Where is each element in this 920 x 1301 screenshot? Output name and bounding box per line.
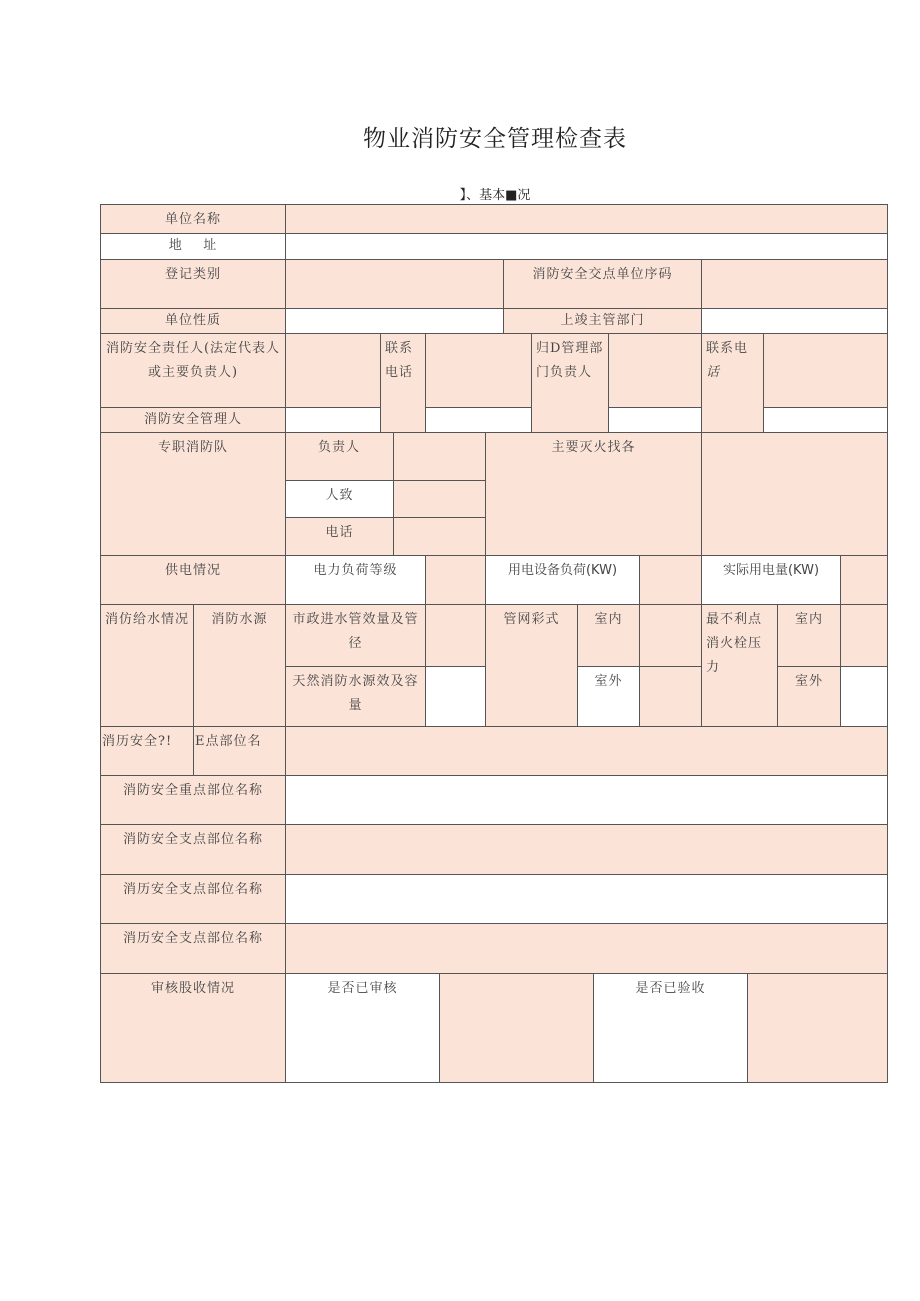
label-mgmt-dept-head: 归D管理部门负责人 bbox=[531, 333, 609, 433]
label-key-part-2: 消防安全重点部位名称 bbox=[100, 775, 286, 825]
label-accepted: 是否已验收 bbox=[593, 973, 748, 1083]
label-outdoor-1: 室外 bbox=[577, 666, 640, 727]
field-address[interactable] bbox=[285, 233, 888, 260]
field-manager-phone[interactable] bbox=[425, 407, 532, 433]
field-dept-head-name[interactable] bbox=[608, 407, 702, 433]
label-address: 地 址 bbox=[100, 233, 286, 260]
field-key-part-2[interactable] bbox=[285, 775, 888, 825]
label-power-supply: 供电情况 bbox=[100, 555, 286, 605]
label-reviewed: 是否已审核 bbox=[285, 973, 440, 1083]
label-contact-phone-2: 联系电 话 bbox=[701, 333, 764, 433]
label-key-part-1b: E点部位名 bbox=[193, 726, 286, 776]
field-superior-dept[interactable] bbox=[701, 308, 888, 334]
field-reviewed[interactable] bbox=[439, 973, 594, 1083]
label-superior-dept: 上竣主管部门 bbox=[503, 308, 702, 334]
label-key-part-5: 消历安全支点部位名称 bbox=[100, 923, 286, 974]
field-unit-name[interactable] bbox=[285, 204, 888, 234]
label-water-supply: 消仿给水情况 bbox=[100, 604, 194, 727]
field-dept-head-phone[interactable] bbox=[763, 407, 888, 433]
label-municipal-pipes: 市政进水管效量及管径 bbox=[285, 604, 426, 667]
field-key-part-1[interactable] bbox=[285, 726, 888, 776]
label-person-in-charge: 负责人 bbox=[285, 432, 394, 481]
label-equipment-load: 用电设备负荷(KW) bbox=[485, 555, 640, 605]
label-fire-team: 专职消防队 bbox=[100, 432, 286, 556]
label-key-part-1a: 消历安全?! bbox=[100, 726, 194, 776]
label-registration-category: 登记类别 bbox=[100, 259, 286, 309]
field-equipment-load[interactable] bbox=[639, 555, 702, 605]
field-contact-phone-2[interactable] bbox=[763, 333, 888, 408]
label-safety-manager: 消防安全管理人 bbox=[100, 407, 286, 433]
label-contact-phone-1: 联系电话 bbox=[380, 333, 426, 433]
label-review-acceptance: 审核股收情况 bbox=[100, 973, 286, 1083]
field-person-in-charge[interactable] bbox=[393, 432, 486, 481]
label-natural-source: 天然消防水源效及容量 bbox=[285, 666, 426, 727]
label-key-unit-serial: 消防安全交点单位序码 bbox=[503, 259, 702, 309]
field-safety-manager[interactable] bbox=[285, 407, 381, 433]
field-key-part-4[interactable] bbox=[285, 874, 888, 924]
field-natural-source[interactable] bbox=[425, 666, 486, 727]
label-phone: 电话 bbox=[285, 517, 394, 556]
label-indoor-1: 室内 bbox=[577, 604, 640, 667]
label-actual-consumption: 实际用电量(KW) bbox=[701, 555, 841, 605]
field-pipe-outdoor[interactable] bbox=[639, 666, 702, 727]
field-main-equipment[interactable] bbox=[701, 432, 888, 556]
label-unit-nature: 单位性质 bbox=[100, 308, 286, 334]
field-contact-phone-1[interactable] bbox=[425, 333, 532, 408]
field-power-load-level[interactable] bbox=[425, 555, 486, 605]
label-power-load-level: 电力负荷等级 bbox=[285, 555, 426, 605]
label-key-part-3: 消防安全支点部位名称 bbox=[100, 824, 286, 875]
section-title: 】、基本■况 bbox=[459, 188, 531, 203]
field-key-part-3[interactable] bbox=[285, 824, 888, 875]
label-indoor-2: 室内 bbox=[777, 604, 841, 667]
label-worst-point-pressure: 最不利点消火栓压力 bbox=[701, 604, 778, 727]
label-headcount: 人致 bbox=[285, 480, 394, 518]
field-unit-nature[interactable] bbox=[285, 308, 504, 334]
label-outdoor-2: 室外 bbox=[777, 666, 841, 727]
field-pressure-indoor[interactable] bbox=[840, 604, 888, 667]
field-safety-responsible[interactable] bbox=[285, 333, 381, 408]
field-accepted[interactable] bbox=[747, 973, 888, 1083]
field-pipe-indoor[interactable] bbox=[639, 604, 702, 667]
field-key-part-5[interactable] bbox=[285, 923, 888, 974]
field-team-phone[interactable] bbox=[393, 517, 486, 556]
field-headcount[interactable] bbox=[393, 480, 486, 518]
page-title: 物业消防安全管理检查表 bbox=[363, 126, 627, 152]
label-key-part-4: 消历安全支点部位名称 bbox=[100, 874, 286, 924]
label-water-source: 消防水源 bbox=[193, 604, 286, 727]
field-municipal-pipes[interactable] bbox=[425, 604, 486, 667]
field-key-unit-serial[interactable] bbox=[701, 259, 888, 309]
label-safety-responsible: 消防安全责任人(法定代表人或主要负责人) bbox=[100, 333, 286, 408]
field-pressure-outdoor[interactable] bbox=[840, 666, 888, 727]
label-pipe-network: 管网彩式 bbox=[485, 604, 578, 727]
label-main-equipment: 主要灭火找各 bbox=[485, 432, 702, 556]
field-actual-consumption[interactable] bbox=[840, 555, 888, 605]
field-registration-category[interactable] bbox=[285, 259, 504, 309]
field-mgmt-dept-head[interactable] bbox=[608, 333, 702, 408]
label-unit-name: 单位名称 bbox=[100, 204, 286, 234]
